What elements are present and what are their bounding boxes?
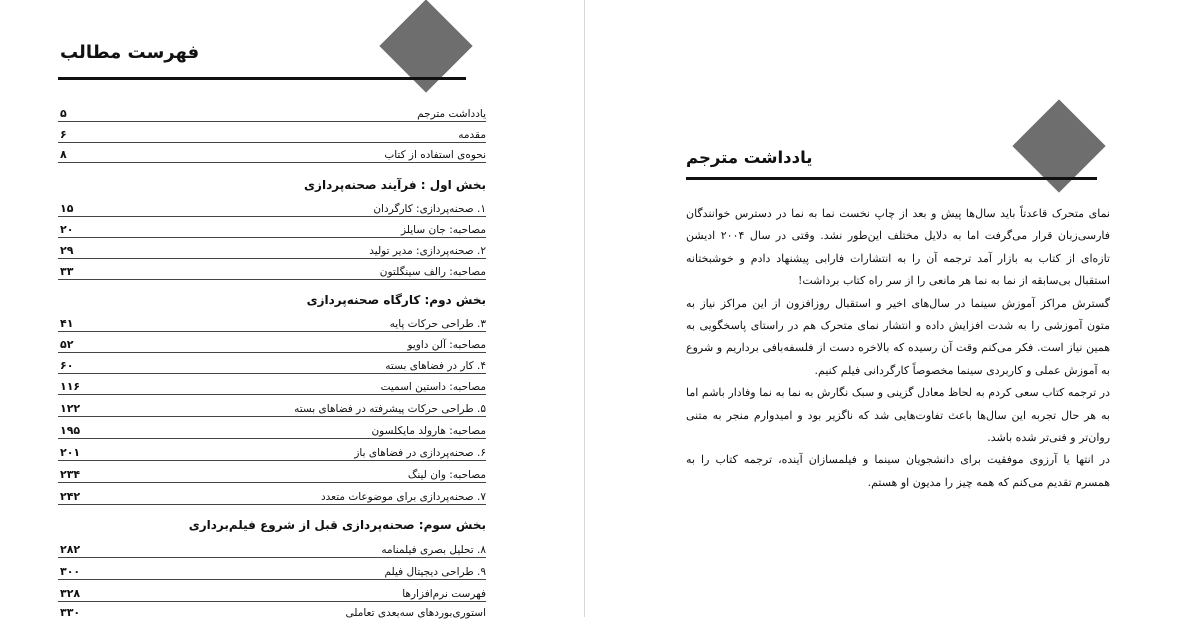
toc-row: [58, 603, 486, 620]
toc-entry-page: ۲۹: [60, 244, 74, 257]
body-paragraph: نمای متحرک قاعدتاً باید سال‌ها پیش و بعد از چاپ نخست نما به نما در دسترس خوانندگان فارسی‌زبان قرار می‌گرفت اما به دلایل مختلف این‌طور نشد. وقتی در سال ۲۰۰۴ ادیشن تازه‌ای از کتاب به بازار آمد ترجمه آن را به انتشارات فارابی پیشنهاد دادم و خوشبختانه استقبال بی‌سابقه از نما به نما هر مانعی را از سر راه کتاب برداشت!: [686, 207, 1111, 288]
toc-entry-page: ۱۲۲: [60, 402, 81, 415]
toc-entry-title: مصاحبه: جان سایلز: [400, 224, 486, 236]
translator-note-title: یادداشت مترجم: [686, 148, 813, 167]
toc-row: [58, 145, 486, 163]
toc-entry-title: ۳. طراحی حرکات پایه: [389, 318, 486, 330]
toc-entry-page: ۲۰۱: [60, 446, 81, 459]
toc-row: [58, 584, 486, 602]
translator-note-title-rule: [686, 177, 1097, 180]
toc-row: [58, 262, 486, 280]
toc-entry-title: یادداشت مترجم: [417, 108, 486, 120]
toc-entry-title: مقدمه: [458, 129, 486, 141]
toc-entry-title: ۲. صحنه‌پردازی: مدیر تولید: [369, 245, 486, 257]
toc-entry-page: ۳۳۰: [60, 606, 81, 619]
toc-entry-page: ۳۲۸: [60, 587, 81, 600]
toc-row: [58, 125, 486, 143]
toc-entry-page: ۱۵: [60, 202, 74, 215]
toc-entry-page: ۳۳: [60, 265, 74, 278]
toc-entry-title: ۶. صحنه‌پردازی در فضاهای باز: [354, 447, 486, 459]
toc-row: [58, 562, 486, 580]
toc-row: [58, 104, 486, 122]
toc-entry-page: ۲۴۲: [60, 490, 81, 503]
toc-row: [58, 540, 486, 558]
toc-row: [58, 314, 486, 332]
toc-entry-title: استوری‌بوردهای سه‌بعدی تعاملی: [345, 607, 486, 619]
toc-row: [58, 199, 486, 217]
toc-row: [58, 377, 486, 395]
toc-entry-page: ۵۲: [60, 338, 74, 351]
toc-row: [58, 356, 486, 374]
toc-entry-title: مصاحبه: آلن داویو: [407, 339, 486, 351]
toc-section-heading: بخش اول : فرآیند صحنه‌پردازی: [304, 178, 486, 192]
toc-entry-page: ۳۰۰: [60, 565, 81, 578]
toc-entry-page: ۲۸۲: [60, 543, 81, 556]
toc-entry-title: مصاحبه: داستین اسمیت: [380, 381, 486, 393]
toc-section-heading: بخش سوم: صحنه‌پردازی قبل از شروع فیلم‌برداری: [188, 518, 486, 532]
body-paragraph: گسترش مراکز آموزش سینما در سال‌های اخیر و استقبال روزافزون از این مراکز نیاز به متون آموزشی را به شدت افزایش داده و انتشار نمای متحرک هم در راستای پاسخگویی به همین نیاز است. فکر می‌کنم وقت آن رسیده که بالاخره دست از فلسفه‌بافی برداریم و شروع به آموزش عملی و کاربردی سینما مخصوصاً کارگردانی فیلم کنیم.: [686, 296, 1110, 377]
toc-entry-title: مصاحبه: هارولد مایکلسون: [371, 425, 486, 437]
toc-entry-page: ۱۱۶: [60, 380, 81, 393]
toc-entry-title: ۷. صحنه‌پردازی برای موضوعات متعدد: [320, 491, 486, 503]
toc-entry-page: ۲۳۴: [60, 468, 81, 481]
toc-entry-page: ۸: [60, 148, 67, 161]
toc-entry-title: ۹. طراحی دیجیتال فیلم: [384, 566, 486, 578]
toc-entry-page: ۶۰: [60, 359, 74, 372]
toc-entry-page: ۴۱: [60, 317, 74, 330]
toc-section-heading: بخش دوم: کارگاه صحنه‌پردازی: [306, 293, 486, 307]
toc-page: [0, 0, 584, 617]
toc-row: [58, 443, 486, 461]
toc-row: [58, 335, 486, 353]
toc-entry-title: ۴. کار در فضاهای بسته: [385, 360, 486, 372]
toc-row: [58, 220, 486, 238]
toc-row: [58, 465, 486, 483]
toc-entry-title: مصاحبه: رالف سینگلتون: [379, 266, 486, 278]
toc-entry-title: ۱. صحنه‌پردازی: کارگردان: [373, 203, 486, 215]
toc-title-rule: [58, 77, 466, 80]
toc-entry-page: ۲۰: [60, 223, 74, 236]
toc-entry-title: فهرست نرم‌افزارها: [402, 588, 486, 600]
toc-title: فهرست مطالب: [60, 42, 200, 63]
toc-entry-title: ۸. تحلیل بصری فیلمنامه: [381, 544, 486, 556]
translator-note-body: [686, 203, 1110, 494]
toc-entry-page: ۶: [60, 128, 67, 141]
toc-row: [58, 487, 486, 505]
toc-entry-page: ۱۹۵: [60, 424, 81, 437]
toc-row: [58, 399, 486, 417]
toc-entry-title: ۵. طراحی حرکات پیشرفته در فضاهای بسته: [294, 403, 486, 415]
toc-row: [58, 421, 486, 439]
toc-entry-title: نحوه‌ی استفاده از کتاب: [384, 149, 486, 161]
toc-entry-page: ۵: [60, 107, 67, 120]
body-paragraph: در ترجمه کتاب سعی کردم به لحاظ معادل گزینی و سبک نگارش به نما به نما وفادار باشم اما به هر حال تجربه این سال‌ها باعث تفاوت‌هایی شد که ناگزیر بود و امیدوارم منجر به متنی روان‌تر و فنی‌تر شده باشد.: [686, 386, 1110, 445]
toc-row: [58, 241, 486, 259]
toc-entry-title: مصاحبه: وان لینگ: [407, 469, 486, 481]
body-paragraph: در انتها یا آرزوی موفقیت برای دانشجویان سینما و فیلمسازان آینده، ترجمه کتاب را به همسرم تقدیم می‌کنم که همه چیز را مدیون او هستم.: [686, 453, 1110, 489]
